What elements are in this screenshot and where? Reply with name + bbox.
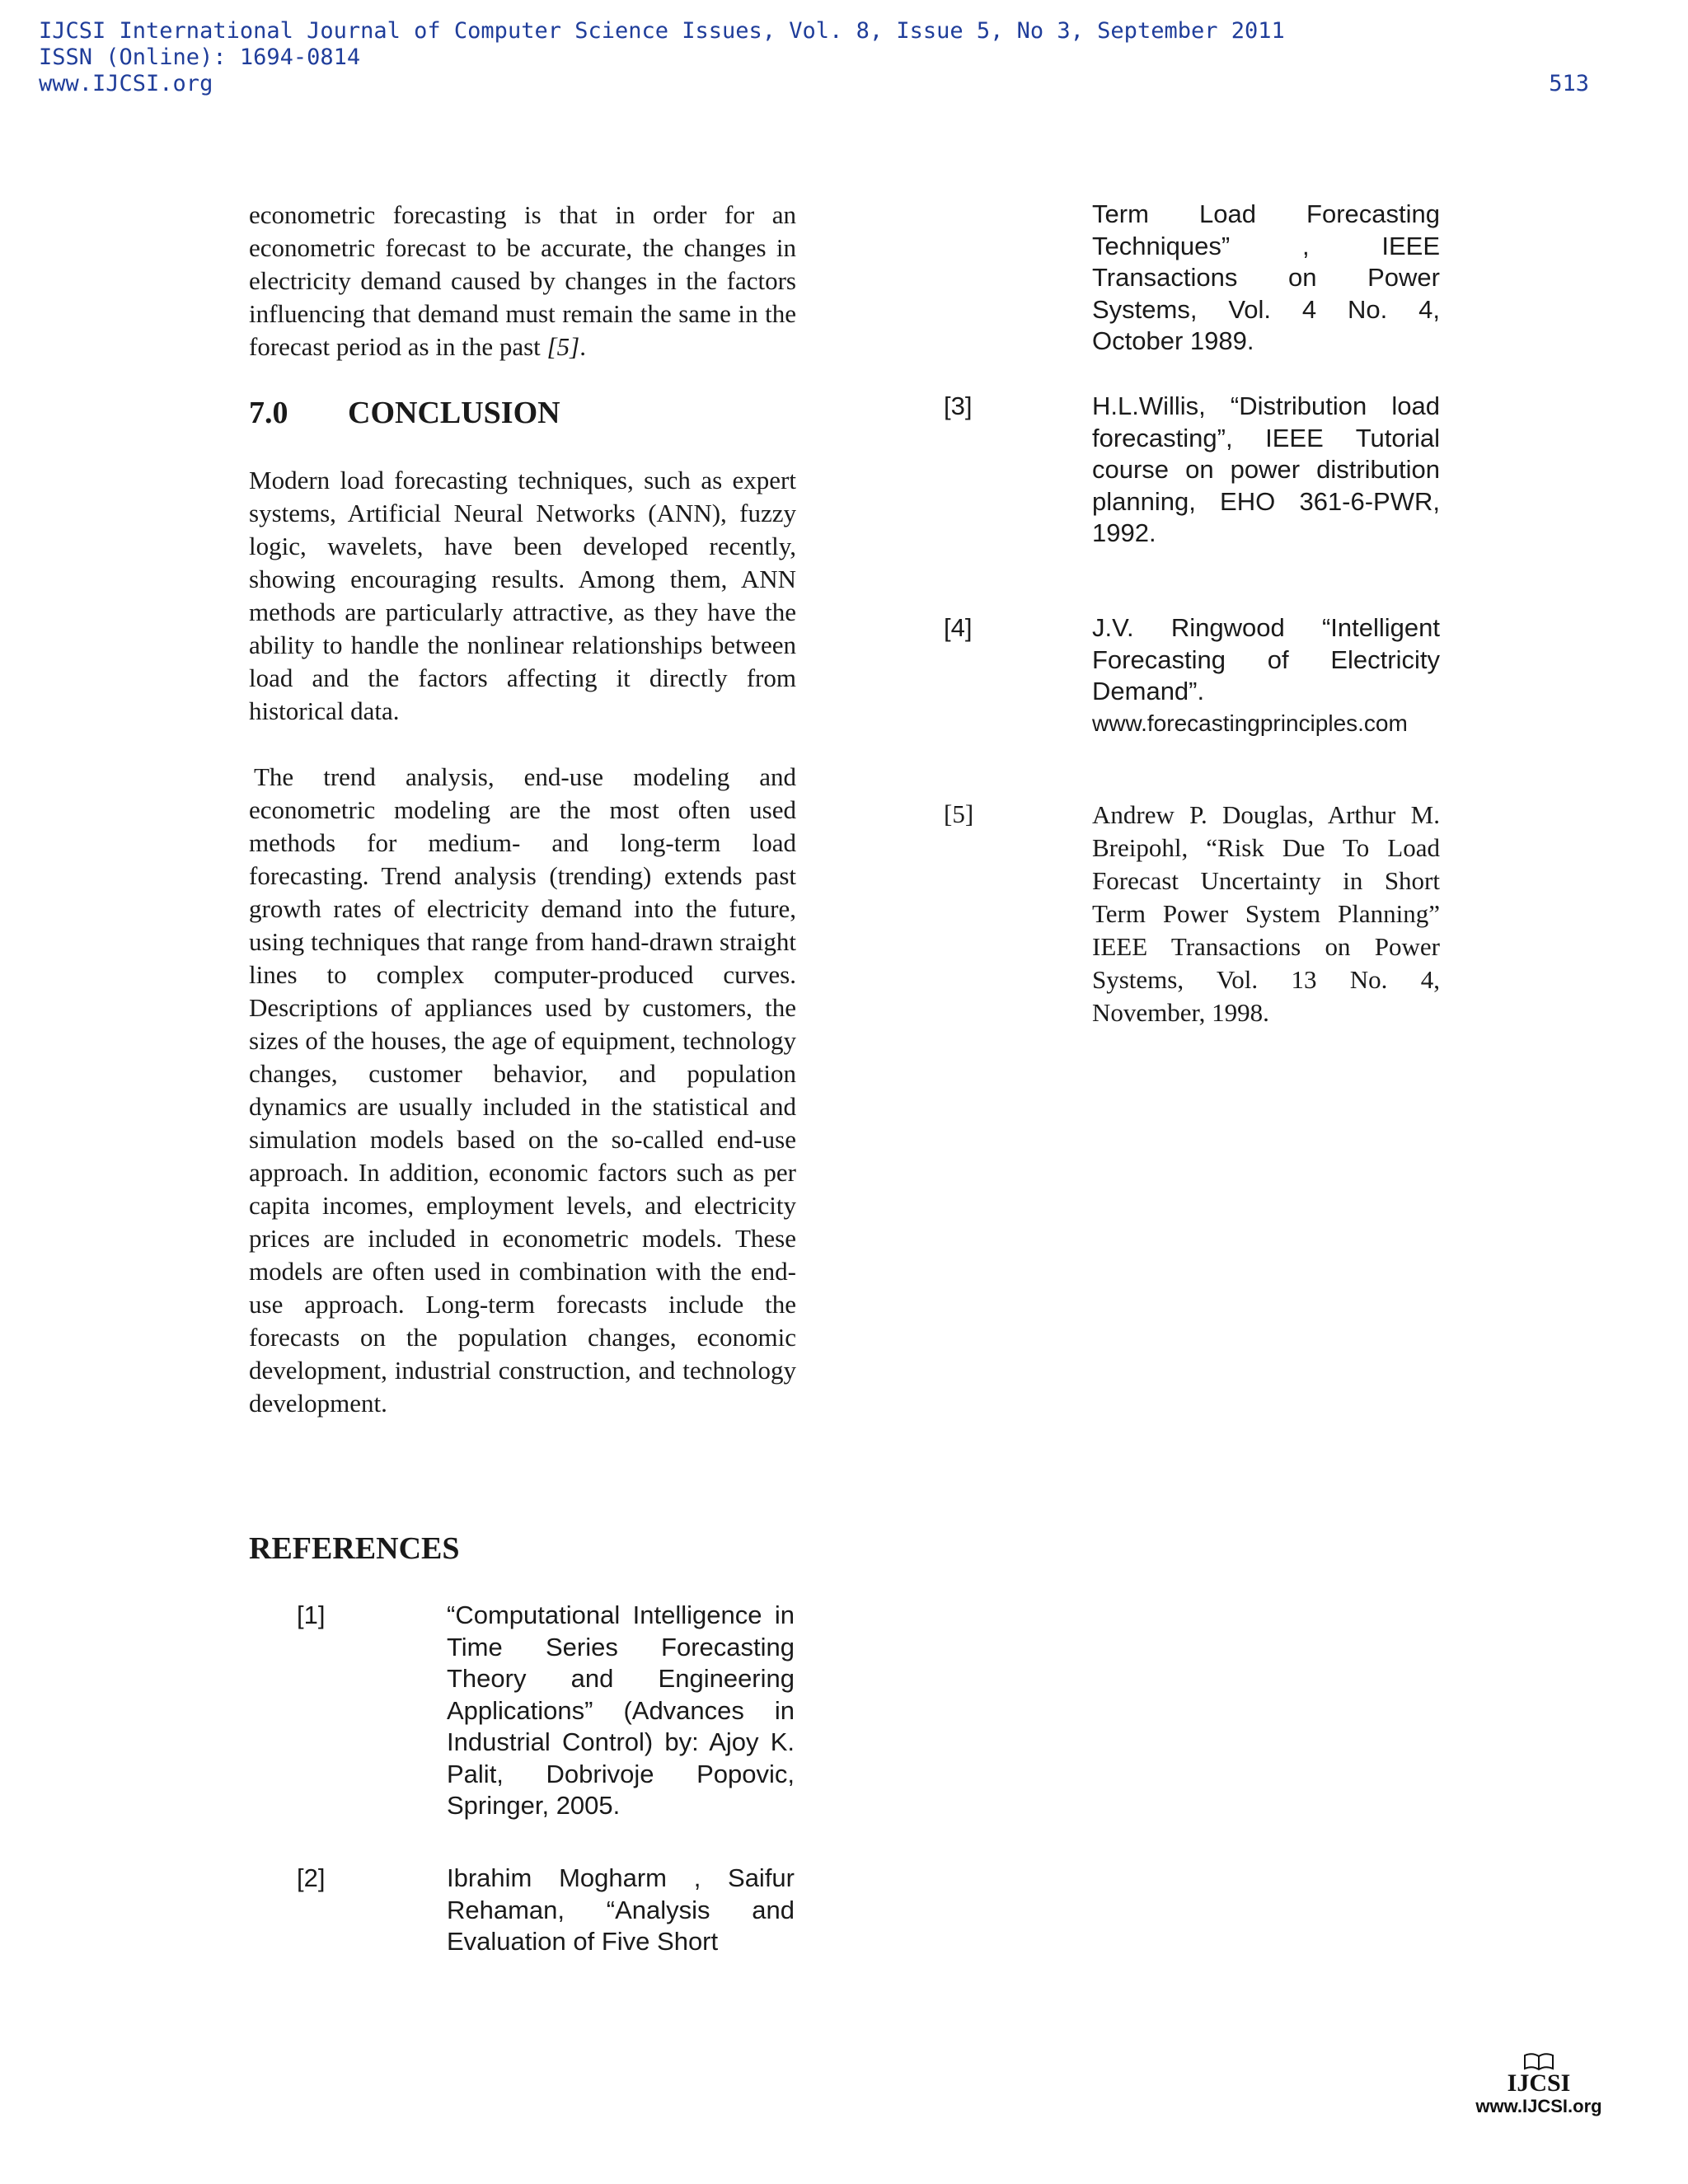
intro-citation: [5] xyxy=(546,332,580,361)
ijcsi-logo xyxy=(1469,2052,1609,2118)
references-heading: REFERENCES xyxy=(249,1531,460,1566)
section-title: CONCLUSION xyxy=(348,396,560,430)
reference-url: www.forecastingprinciples.com xyxy=(1092,710,1408,736)
paragraph-text: Modern load forecasting techniques, such as expert systems, Artificial Neural Networks (ANN), fuzzy logic, wavelets, have been developed recently, showing encouraging results. Among them, ANN methods are particularly attractive, as they have the ability to handle the nonlinear relationships between load and the factors affecting it directly from historical data. xyxy=(249,466,796,725)
intro-paragraph: econometric forecasting is that in order for an econometric forecast to be accurate, the changes in electricity demand caused by changes in the factors influencing that demand must remain the same in the forecast period as in the past [5]. xyxy=(249,200,796,361)
reference-number: [5] xyxy=(944,799,974,828)
reference-body: J.V. Ringwood “Intelligent Forecasting of Electricity Demand”. xyxy=(1092,613,1440,705)
reference-text: Andrew P. Douglas, Arthur M. Breipohl, “Risk Due To Load Forecast Uncertainty in Short Term Power System Planning” IEEE Transactions on Power Systems, Vol. 13 No. 4, November, 1998. xyxy=(1092,800,1440,1027)
logo-url: www.IJCSI.org xyxy=(1475,2096,1602,2116)
reference-text: “Computational Intelligence in Time Series Forecasting Theory and Engineering Applications” (Advances in Industrial Control) by: Ajoy K. Palit, Dobrivoje Popovic, Springer, 2005. xyxy=(447,1601,795,1820)
paragraph-text: The trend analysis, end-use modeling and econometric modeling are the most often used methods for medium- and long-term load forecasting. Trend analysis (trending) extends past growth rates of electricity demand into the future, using techniques that range from hand-drawn straight lines to complex computer-produced curves. Descriptions of appliances used by customers, the sizes of the houses, the age of equipment, technology changes, customer behavior, and population dynamics are usually included in the statistical and simulation models based on the so-called end-use approach. In addition, economic factors such as per capita incomes, employment levels, and electricity prices are included in econometric models. These models are often used in combination with the end-use approach. Long-term forecasts include the forecasts on the population changes, economic development, industrial construction, and technology development. xyxy=(249,762,796,1418)
intro-text: econometric forecasting is that in order for an econometric forecast to be accurate, the changes in electricity demand caused by changes in the factors influencing that demand must remain the same in the forecast period as in the past xyxy=(249,200,796,361)
conclusion-paragraph-2 xyxy=(249,761,796,1420)
reference-text-continued: Term Load Forecasting Techniques” , IEEE Transactions on Power Systems, Vol. 4 No. 4, October 1989. xyxy=(1092,199,1440,355)
reference-number: [2] xyxy=(297,1863,326,1892)
reference-number: [3] xyxy=(944,391,973,420)
running-header xyxy=(39,18,1285,97)
section-number: 7.0 xyxy=(249,396,288,430)
page-number: 513 xyxy=(1549,71,1589,96)
journal-title: IJCSI International Journal of Computer Science Issues, Vol. 8, Issue 5, No 3, September 2011 xyxy=(39,18,1285,44)
reference-text xyxy=(1092,612,1440,739)
logo-name: IJCSI xyxy=(1507,2069,1571,2097)
reference-text: Ibrahim Mogharm , Saifur Rehaman, “Analysis and Evaluation of Five Short xyxy=(447,1863,795,1956)
issn: ISSN (Online): 1694-0814 xyxy=(39,45,361,70)
reference-text: H.L.Willis, “Distribution load forecasting”, IEEE Tutorial course on power distribution planning, EHO 361-6-PWR, 1992. xyxy=(1092,391,1440,547)
reference-number: [4] xyxy=(944,613,973,642)
section-heading xyxy=(249,393,560,433)
conclusion-paragraph-1 xyxy=(249,464,796,728)
reference-number: [1] xyxy=(297,1601,326,1629)
journal-url: www.IJCSI.org xyxy=(39,71,213,96)
